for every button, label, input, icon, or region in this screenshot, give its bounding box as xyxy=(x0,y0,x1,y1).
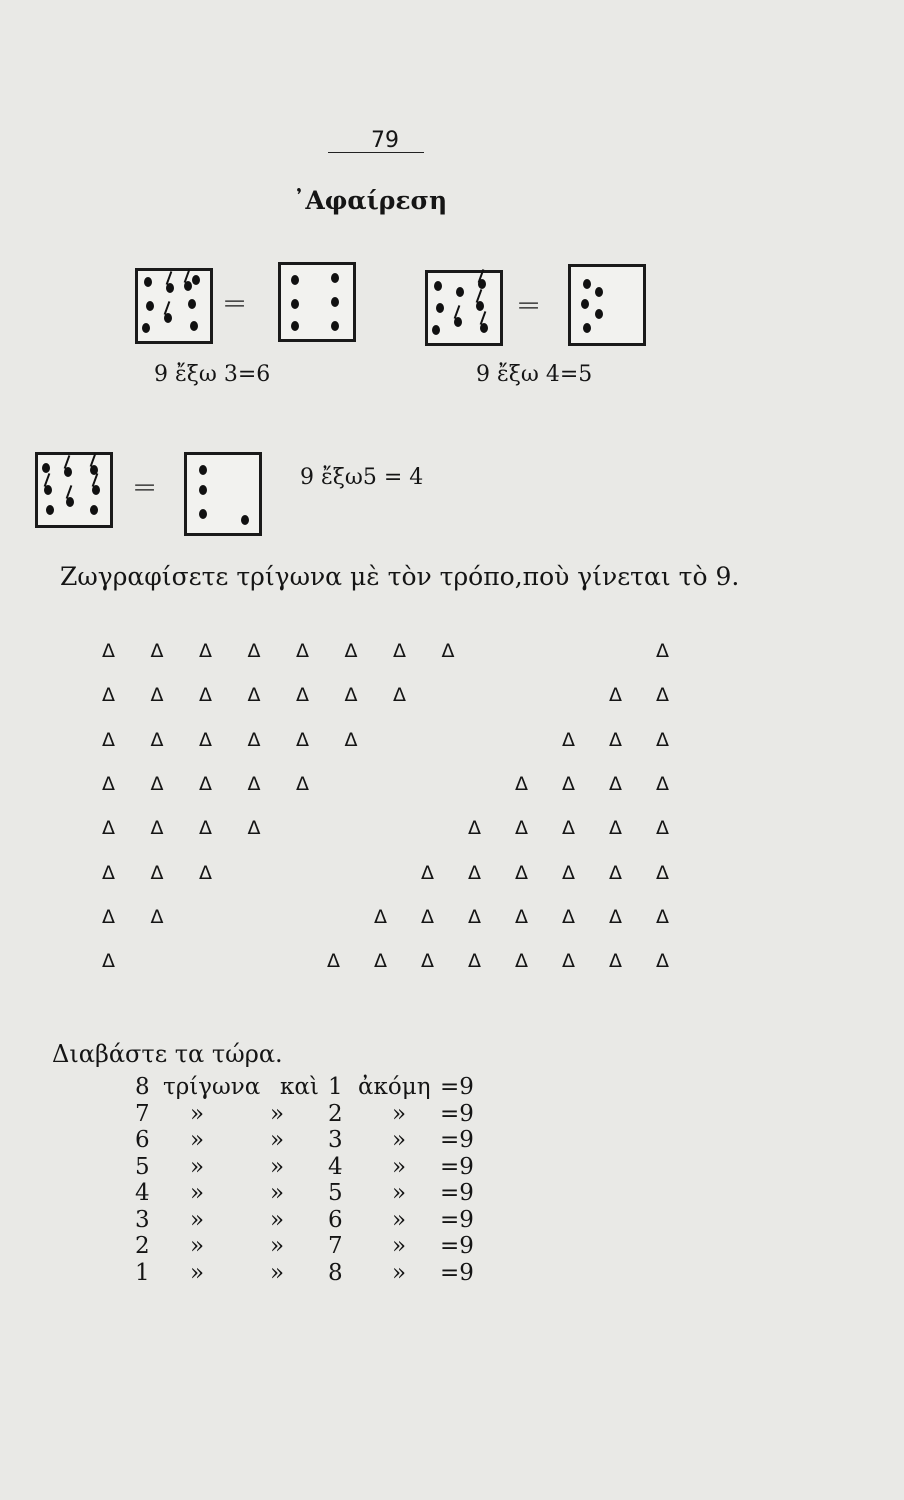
triangle: Δ xyxy=(199,640,212,662)
triangle: Δ xyxy=(468,817,481,840)
reading-row-more: » xyxy=(392,1100,407,1127)
reading-row xyxy=(0,1180,560,1206)
triangle: Δ xyxy=(515,817,528,840)
reading-row-a: 7 xyxy=(135,1100,150,1127)
triangle: Δ xyxy=(609,861,622,884)
reading-row-word: » xyxy=(190,1233,205,1259)
triangle: Δ xyxy=(199,817,212,840)
dot xyxy=(434,281,442,291)
triangle: Δ xyxy=(609,684,622,707)
dot xyxy=(432,325,440,335)
reading-row-plus: » xyxy=(270,1233,285,1259)
reading-row-word: » xyxy=(190,1180,205,1206)
reading-row-b: 6 xyxy=(328,1206,343,1233)
reading-row-a: 8 xyxy=(135,1074,150,1100)
triangle: Δ xyxy=(247,640,261,662)
triangle: Δ xyxy=(296,684,309,707)
reading-row-word: » xyxy=(190,1206,205,1233)
dot xyxy=(331,273,339,283)
triangle: Δ xyxy=(441,640,455,662)
triangle: Δ xyxy=(609,728,622,751)
dot xyxy=(190,321,198,331)
triangle: Δ xyxy=(421,905,434,928)
reading-row-more: » xyxy=(392,1233,407,1259)
triangle: Δ xyxy=(327,950,340,973)
reading-row xyxy=(0,1207,560,1233)
reading-row-a: 1 xyxy=(135,1259,150,1286)
dot xyxy=(291,299,299,309)
dot xyxy=(142,323,150,333)
triangle: Δ xyxy=(656,640,669,662)
triangle: Δ xyxy=(102,905,115,928)
triangle: Δ xyxy=(150,772,164,795)
reading-row-more: » xyxy=(392,1127,407,1153)
reading-row-a: 5 xyxy=(135,1153,150,1180)
reading-row-a: 6 xyxy=(135,1127,150,1153)
triangle: Δ xyxy=(562,905,575,928)
reading-row-word: » xyxy=(190,1100,205,1127)
triangle: Δ xyxy=(296,772,309,795)
dot xyxy=(291,321,299,331)
triangle: Δ xyxy=(656,772,669,795)
triangle: Δ xyxy=(609,950,622,973)
dot xyxy=(583,323,591,333)
reading-row-result: =9 xyxy=(440,1259,474,1286)
reading-row-b: 3 xyxy=(328,1127,343,1153)
dot xyxy=(291,275,299,285)
reading-row-more: » xyxy=(392,1153,407,1180)
reading-row xyxy=(0,1260,560,1286)
box-nine-items-1 xyxy=(135,268,213,344)
box-result-2 xyxy=(568,264,646,346)
triangle: Δ xyxy=(102,950,115,973)
triangle: Δ xyxy=(656,684,669,707)
equation-caption: 9 ἔξω 3=6 xyxy=(154,362,271,387)
triangle: Δ xyxy=(102,728,115,751)
equals-sign: = xyxy=(132,470,158,505)
dot xyxy=(42,463,50,473)
reading-row-word: » xyxy=(190,1259,205,1286)
triangle: Δ xyxy=(656,728,669,751)
read-heading: Διαβάστε τα τώρα. xyxy=(52,1040,283,1068)
triangle: Δ xyxy=(102,684,115,707)
triangle: Δ xyxy=(247,684,261,707)
instruction-text: Ζωγραφίσετε τρίγωνα μὲ τὸν τρόπο,ποὺ γίνεται τὸ 9. xyxy=(60,562,740,591)
triangle: Δ xyxy=(199,772,212,795)
box-result-1 xyxy=(278,262,356,342)
triangle: Δ xyxy=(199,728,212,751)
dot xyxy=(581,299,589,309)
reading-row-a: 4 xyxy=(135,1180,150,1206)
reading-row-b: 5 xyxy=(328,1180,343,1206)
dot xyxy=(241,515,249,525)
triangle: Δ xyxy=(374,905,387,928)
triangle: Δ xyxy=(562,728,575,751)
triangle: Δ xyxy=(296,640,309,662)
reading-row-word: » xyxy=(190,1127,205,1153)
triangle: Δ xyxy=(247,772,261,795)
reading-row-result: =9 xyxy=(440,1100,474,1127)
box-nine-items-2 xyxy=(425,270,503,346)
triangle: Δ xyxy=(150,861,164,884)
reading-row-b: 7 xyxy=(328,1233,343,1259)
triangle: Δ xyxy=(393,640,406,662)
dot xyxy=(199,465,207,475)
triangle: Δ xyxy=(609,905,622,928)
reading-row xyxy=(0,1101,560,1127)
reading-row-result: =9 xyxy=(440,1233,474,1259)
reading-row-result: =9 xyxy=(440,1180,474,1206)
triangle: Δ xyxy=(515,950,528,973)
reading-row-more: ἀκόμη xyxy=(358,1074,431,1100)
reading-row-more: » xyxy=(392,1259,407,1286)
dot xyxy=(144,277,152,287)
triangle: Δ xyxy=(609,817,622,840)
box-result-3 xyxy=(184,452,262,536)
reading-row-result: =9 xyxy=(440,1206,474,1233)
dot xyxy=(90,505,98,515)
triangle: Δ xyxy=(562,861,575,884)
triangle: Δ xyxy=(515,772,528,795)
reading-row-result: =9 xyxy=(440,1153,474,1180)
dot xyxy=(436,303,444,313)
reading-row-a: 2 xyxy=(135,1233,150,1259)
reading-row-b: 1 xyxy=(328,1074,343,1100)
reading-row xyxy=(0,1154,560,1180)
reading-row-more: » xyxy=(392,1180,407,1206)
reading-row-plus: » xyxy=(270,1259,285,1286)
box-nine-items-3 xyxy=(35,452,113,528)
dot xyxy=(331,297,339,307)
reading-row-plus: » xyxy=(270,1180,285,1206)
reading-row xyxy=(0,1127,560,1153)
triangle: Δ xyxy=(656,861,669,884)
triangle: Δ xyxy=(515,905,528,928)
reading-row-word: τρίγωνα xyxy=(163,1074,261,1100)
dot xyxy=(583,279,591,289)
triangle: Δ xyxy=(468,950,481,973)
triangle: Δ xyxy=(102,817,115,840)
triangle: Δ xyxy=(344,728,358,751)
reading-row-a: 3 xyxy=(135,1206,150,1233)
triangle: Δ xyxy=(515,861,528,884)
triangle: Δ xyxy=(344,640,358,662)
dot xyxy=(595,309,603,319)
triangle: Δ xyxy=(102,640,115,662)
equals-sign: = xyxy=(516,288,542,323)
reading-row xyxy=(0,1074,560,1100)
triangle: Δ xyxy=(421,861,434,884)
dot xyxy=(331,321,339,331)
triangle: Δ xyxy=(102,861,115,884)
triangle: Δ xyxy=(562,772,575,795)
reading-row-b: 8 xyxy=(328,1259,343,1286)
reading-row-result: =9 xyxy=(440,1127,474,1153)
dot xyxy=(188,299,196,309)
reading-row-plus: » xyxy=(270,1153,285,1180)
dot xyxy=(199,509,207,519)
reading-row-word: » xyxy=(190,1153,205,1180)
triangle: Δ xyxy=(656,950,669,973)
triangle: Δ xyxy=(296,728,309,751)
triangle: Δ xyxy=(562,950,575,973)
dot xyxy=(199,485,207,495)
dot xyxy=(456,287,464,297)
reading-row-plus: » xyxy=(270,1100,285,1127)
reading-row-b: 4 xyxy=(328,1153,343,1180)
triangle: Δ xyxy=(374,950,387,973)
equation-caption: 9 ἔξω 4=5 xyxy=(476,362,593,387)
triangle: Δ xyxy=(344,684,358,707)
dot xyxy=(192,275,200,285)
triangle: Δ xyxy=(562,817,575,840)
equation-caption: 9 ἔξω5 = 4 xyxy=(300,465,424,490)
triangle: Δ xyxy=(199,861,212,884)
section-title: ᾿Αφαίρεση xyxy=(292,186,448,215)
equals-sign: = xyxy=(222,286,248,321)
reading-row-plus: » xyxy=(270,1206,285,1233)
triangle: Δ xyxy=(609,772,622,795)
reading-row-plus: καὶ xyxy=(280,1074,319,1100)
triangle: Δ xyxy=(150,640,164,662)
page-number-rule xyxy=(328,152,424,153)
triangle: Δ xyxy=(468,861,481,884)
reading-row xyxy=(0,1233,560,1259)
dot xyxy=(46,505,54,515)
triangle: Δ xyxy=(468,905,481,928)
triangle: Δ xyxy=(421,950,434,973)
triangle: Δ xyxy=(150,684,164,707)
reading-row-plus: » xyxy=(270,1127,285,1153)
dot xyxy=(595,287,603,297)
triangle: Δ xyxy=(656,817,669,840)
triangle: Δ xyxy=(102,772,115,795)
page-number: 79 xyxy=(371,128,399,153)
triangle: Δ xyxy=(247,817,261,840)
triangle: Δ xyxy=(247,728,261,751)
triangle: Δ xyxy=(150,728,164,751)
triangle: Δ xyxy=(656,905,669,928)
triangle: Δ xyxy=(199,684,212,707)
triangle: Δ xyxy=(150,817,164,840)
triangle: Δ xyxy=(150,905,164,928)
reading-row-result: =9 xyxy=(440,1074,474,1100)
dot xyxy=(146,301,154,311)
triangle: Δ xyxy=(393,684,406,707)
reading-row-b: 2 xyxy=(328,1100,343,1127)
reading-row-more: » xyxy=(392,1206,407,1233)
